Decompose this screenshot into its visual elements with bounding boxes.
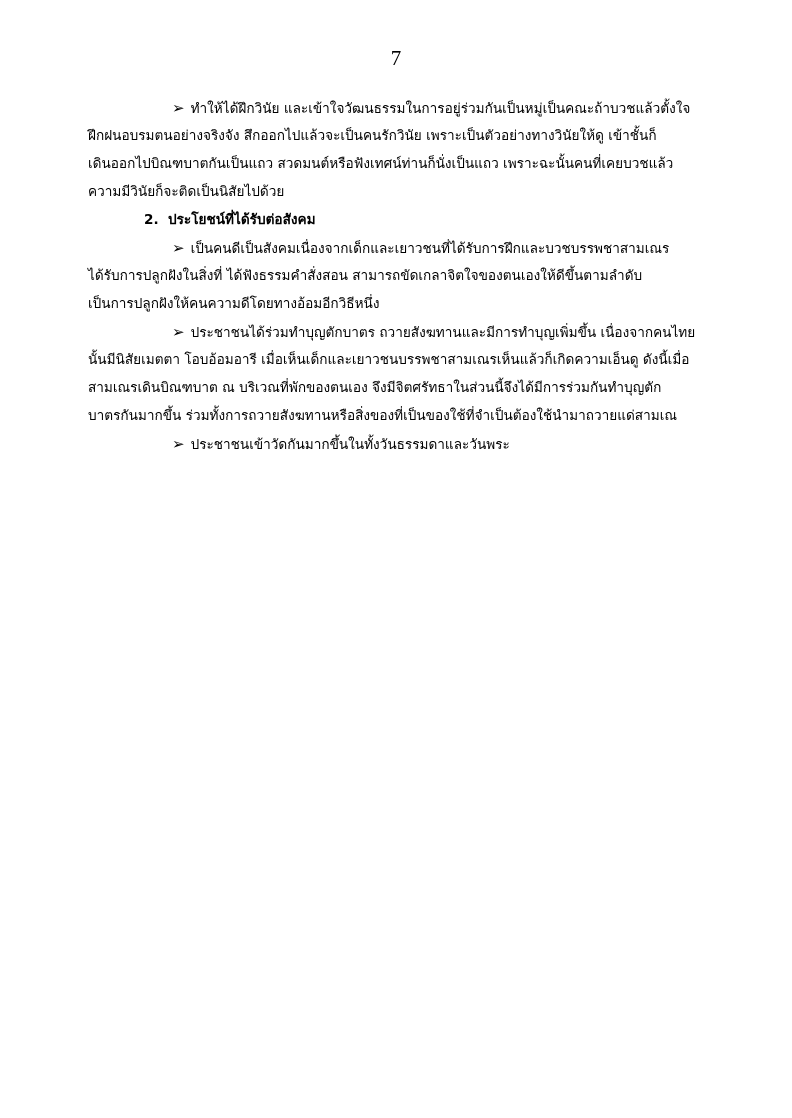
text-line: ฝึกฝนอบรมตนอย่างจริงจัง สึกออกไปแล้วจะเป็นคนรักวินัย เพราะเป็นตัวอย่างทางวินัยให้ดู เข้าชั้นก็	[88, 128, 657, 144]
text-line: ได้รับการปลูกฝังในสิ่งที่ ได้ฟังธรรมคำสั่งสอน สามารถขัดเกลาจิตใจของตนเองให้ดีขึ้นตามลำดับ	[88, 268, 643, 284]
bullet-paragraph-discipline	[88, 94, 718, 206]
arrow-bullet-icon: ➢	[172, 239, 185, 257]
text-line	[88, 234, 718, 262]
text-line	[88, 318, 718, 346]
section-heading-line	[88, 206, 718, 234]
document-body	[88, 94, 718, 458]
arrow-bullet-icon: ➢	[172, 99, 185, 117]
bullet-paragraph-good-person	[88, 234, 718, 318]
arrow-bullet-icon: ➢	[172, 435, 185, 453]
arrow-bullet-icon: ➢	[172, 323, 185, 341]
bullet-paragraph-merit	[88, 318, 718, 430]
text-line-content: เป็นคนดีเป็นสังคมเนื่องจากเด็กและเยาวชนที่ได้รับการฝึกและบวชบรรพชาสามเณร	[190, 241, 670, 257]
text-line-content: ประชาชนเข้าวัดกันมากขึ้นในทั้งวันธรรมดาและวันพระ	[190, 437, 510, 453]
text-line-content: ประชาชนได้ร่วมทำบุญตักบาตร ถวายสังฆทานและมีการทำบุญเพิ่มขึ้น เนื่องจากคนไทย	[190, 325, 696, 341]
text-line: สามเณรเดินบิณฑบาต ณ บริเวณที่พักของตนเอง จึงมีจิตศรัทธาในส่วนนี้จึงได้มีการร่วมกันทำบุญตัก	[88, 380, 662, 396]
text-line: เดินออกไปบิณฑบาตกันเป็นแถว สวดมนต์หรือฟังเทศน์ท่านก็นั่งเป็นแถว เพราะฉะนั้นคนที่เคยบวชแล้ว	[88, 156, 674, 172]
text-line	[88, 430, 718, 458]
text-line	[88, 94, 718, 122]
section-title: ประโยชน์ที่ได้รับต่อสังคม	[168, 212, 316, 228]
bullet-paragraph-temple	[88, 430, 718, 458]
section-heading	[88, 206, 718, 234]
text-line: บาตรกันมากขึ้น ร่วมทั้งการถวายสังฆทานหรือสิ่งของที่เป็นของใช้ที่จำเป็นต้องใช้นำมาถวายแด่สามเณ	[88, 408, 677, 424]
text-line-content: ทำให้ได้ฝึกวินัย และเข้าใจวัฒนธรรมในการอยู่ร่วมกันเป็นหมู่เป็นคณะถ้าบวชแล้วตั้งใจ	[190, 101, 691, 117]
section-number: 2.	[144, 212, 159, 228]
text-line: ความมีวินัยก็จะติดเป็นนิสัยไปด้วย	[88, 184, 285, 200]
text-line: นั้นมีนิสัยเมตตา โอบอ้อมอารี เมื่อเห็นเด็กและเยาวชนบรรพชาสามเณรเห็นแล้วก็เกิดความเอ็นดู ดังนี้เมื่อ	[88, 352, 690, 368]
page-number: 7	[390, 46, 402, 70]
text-line: เป็นการปลูกฝังให้คนความดีโดยทางอ้อมอีกวิธีหนึ่ง	[88, 296, 380, 312]
